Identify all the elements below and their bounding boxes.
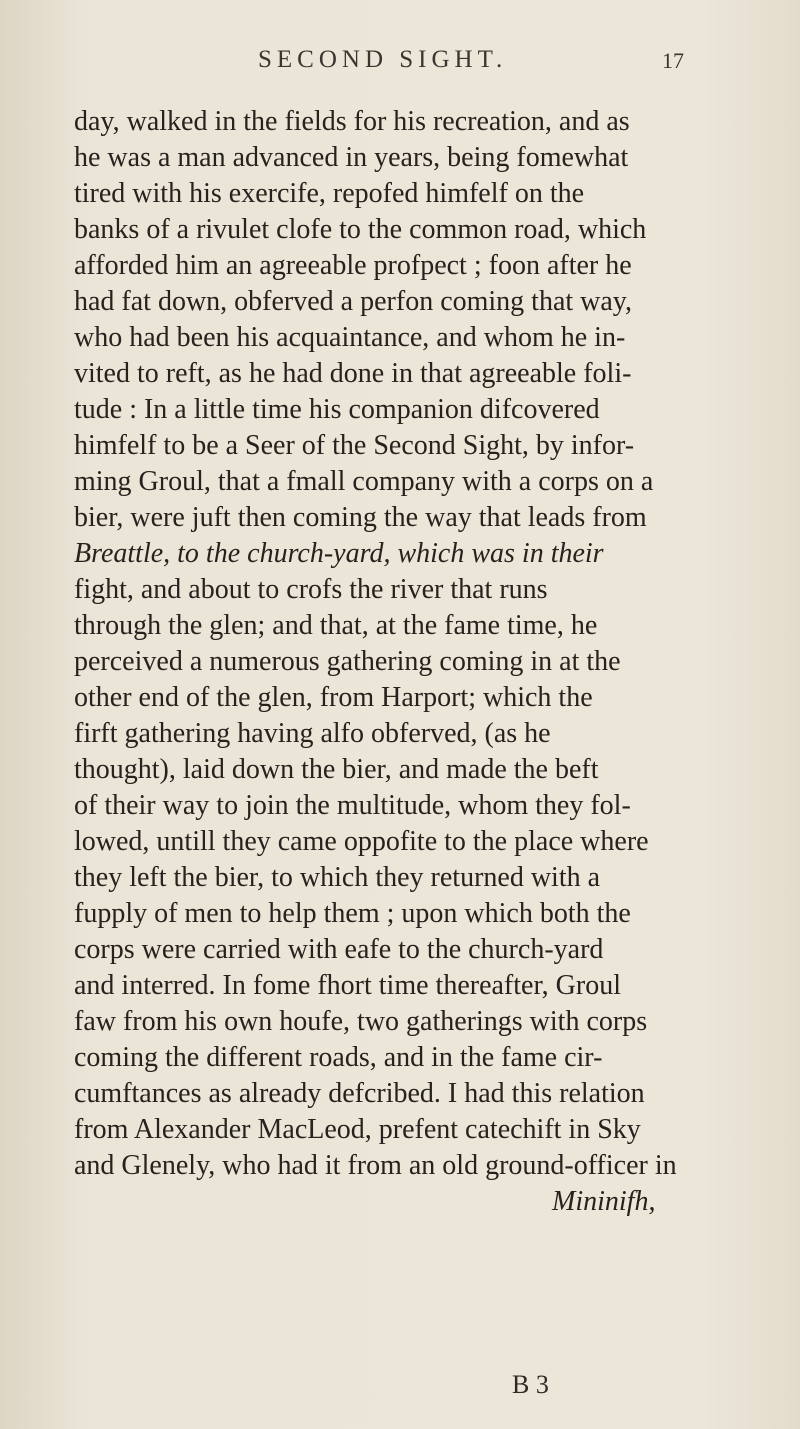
page-number: 17: [662, 48, 684, 73]
text-line: fupply of men to help them ; upon which both the: [74, 898, 631, 929]
text-line: himfelf to be a Seer of the Second Sight, by infor-: [74, 430, 635, 461]
text-line: and Glenely, who had it from an old ground-officer in: [74, 1150, 677, 1181]
signature-mark: B 3: [512, 1370, 549, 1399]
text-line: corps were carried with eafe to the church-yard: [74, 934, 604, 965]
text-line: cumftances as already defcribed. I had this relation: [74, 1078, 645, 1109]
text-line: faw from his own houfe, two gatherings with corps: [74, 1006, 648, 1037]
text-line: lowed, untill they came oppofite to the place where: [74, 826, 649, 857]
page-header: [0, 46, 800, 82]
text-line: they left the bier, to which they returned with a: [74, 862, 601, 893]
text-line: from Alexander MacLeod, prefent catechift in Sky: [74, 1114, 641, 1145]
text-line: perceived a numerous gathering coming in at the: [74, 646, 621, 677]
text-line: had fat down, obferved a perfon coming that way,: [74, 286, 632, 317]
text-line: he was a man advanced in years, being fomewhat: [74, 142, 629, 173]
text-line: vited to reft, as he had done in that agreeable foli-: [74, 358, 632, 389]
text-line: tude : In a little time his companion difcovered: [74, 394, 600, 425]
text-line: other end of the glen, from Harport; which the: [74, 682, 593, 713]
text-line: of their way to join the multitude, whom they fol-: [74, 790, 631, 821]
catchword: Mininifh,: [552, 1186, 656, 1217]
text-line: banks of a rivulet clofe to the common road, which: [74, 214, 647, 245]
text-line: thought), laid down the bier, and made the beft: [74, 754, 599, 785]
text-line: afforded him an agreeable profpect ; foon after he: [74, 250, 632, 281]
text-line: bier, were juft then coming the way that leads from: [74, 502, 647, 533]
running-head: SECOND SIGHT.: [258, 46, 508, 73]
text-line: coming the different roads, and in the fame cir-: [74, 1042, 603, 1073]
text-line: day, walked in the fields for his recreation, and as: [74, 106, 630, 137]
text-line: tired with his exercife, repofed himfelf on the: [74, 178, 585, 209]
text-line: ming Groul, that a fmall company with a corps on a: [74, 466, 654, 497]
text-line: who had been his acquaintance, and whom he in-: [74, 322, 626, 353]
text-line: fight, and about to crofs the river that runs: [74, 574, 548, 605]
text-line: and interred. In fome fhort time thereafter, Groul: [74, 970, 621, 1001]
text-line: through the glen; and that, at the fame time, he: [74, 610, 598, 641]
text-line: firft gathering having alfo obferved, (as he: [74, 718, 551, 749]
text-line: Breattle, to the church-yard, which was in their: [74, 538, 604, 569]
